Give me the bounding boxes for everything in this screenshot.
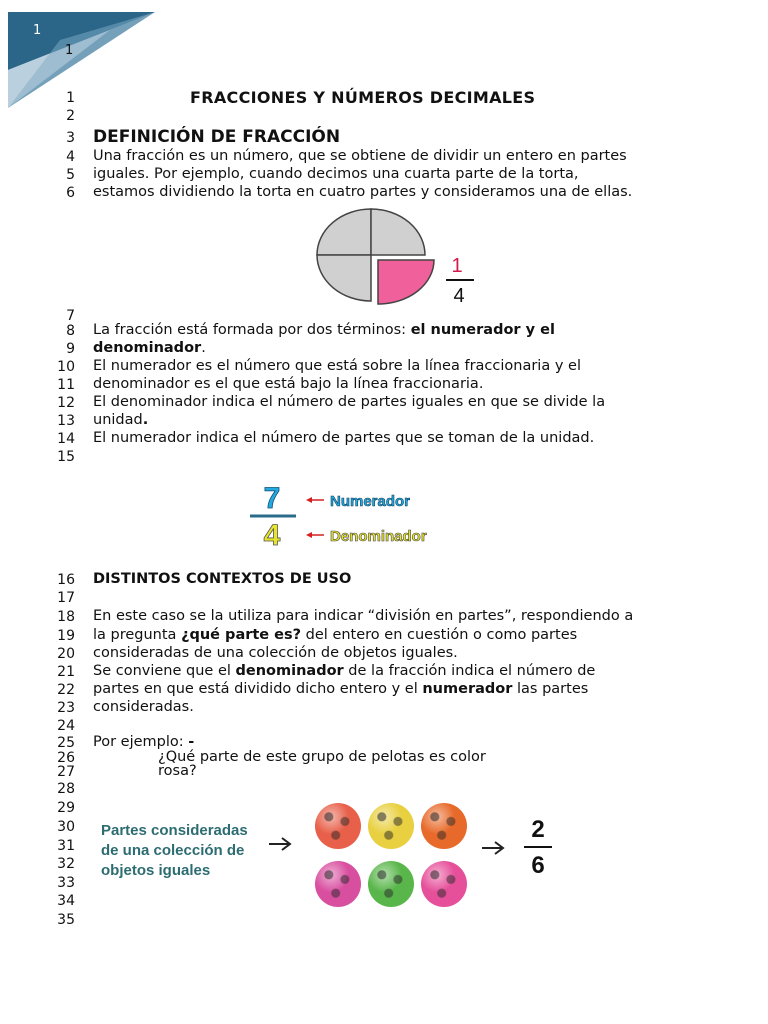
paragraph-line: El denominador indica el número de partes iguales en que se divide la: [93, 394, 606, 410]
paragraph-line: [93, 681, 588, 697]
paragraph-line: consideradas de una colección de objetos iguales.: [93, 645, 458, 661]
text-segment: la pregunta: [93, 627, 182, 643]
line-number: 19: [57, 628, 75, 644]
ball-pink: [421, 861, 467, 907]
line-number: 13: [57, 413, 75, 429]
question-line: rosa?: [158, 763, 197, 779]
text-segment: La fracción está formada por dos términos:: [93, 322, 411, 338]
text-segment: de la fracción indica el número de: [343, 663, 596, 679]
corner-badge-sub: 1: [65, 43, 74, 58]
figure-numerator: 7: [263, 482, 281, 515]
line-number: 3: [66, 130, 75, 146]
fraction-terms-figure: [240, 478, 460, 550]
text-segment: .: [201, 340, 206, 356]
line-number: 11: [57, 377, 75, 393]
line-number: 20: [57, 646, 75, 662]
line-number: 9: [66, 341, 75, 357]
arrow-left-icon: [306, 497, 324, 503]
text-segment: del entero en cuestión o como partes: [301, 627, 578, 643]
denominator-label: Denominador: [330, 528, 427, 545]
page-title: FRACCIONES Y NÚMEROS DECIMALES: [190, 88, 536, 107]
paragraph-line: iguales. Por ejemplo, cuando decimos una cuarta parte de la torta,: [93, 166, 579, 182]
paragraph-line: Una fracción es un número, que se obtiene de dividir un entero en partes: [93, 148, 627, 164]
line-number: 15: [57, 449, 75, 465]
line-number: 32: [57, 856, 75, 872]
line-number: 2: [66, 108, 75, 124]
line-number: 28: [57, 781, 75, 797]
paragraph-line: denominador es el que está bajo la línea fraccionaria.: [93, 376, 484, 392]
balls-fraction-numerator: 2: [531, 816, 545, 843]
ball-green: [368, 861, 414, 907]
line-number: 17: [57, 590, 75, 606]
bold-segment: denominador: [235, 663, 344, 679]
line-number: 14: [57, 431, 75, 447]
text-segment: las partes: [512, 681, 589, 697]
balls-fraction: [518, 815, 558, 881]
line-number: 27: [57, 764, 75, 780]
paragraph-line: [93, 340, 206, 356]
line-number: 12: [57, 395, 75, 411]
arrow-right-icon: [267, 835, 295, 853]
line-number: 16: [57, 572, 75, 588]
line-number: 25: [57, 735, 75, 751]
caption-line: objetos iguales: [101, 862, 211, 879]
bold-segment: numerador: [422, 681, 513, 697]
ball-orange: [421, 803, 467, 849]
ball-yellow: [368, 803, 414, 849]
balls-fraction-denominator: 6: [531, 852, 545, 879]
paragraph-line: [93, 322, 555, 338]
text-segment: Se conviene que el: [93, 663, 236, 679]
ball-pink: [315, 861, 361, 907]
numerator-label: Numerador: [330, 493, 411, 510]
pie-fraction-figure: [310, 205, 490, 310]
line-number: 35: [57, 912, 75, 928]
paragraph-line: En este caso se la utiliza para indicar “división en partes”, respondiendo a: [93, 608, 634, 624]
pie-fraction-denominator: 4: [453, 285, 465, 307]
line-number: 33: [57, 875, 75, 891]
line-number: 5: [66, 167, 75, 183]
text-segment: unidad: [93, 412, 143, 428]
line-number: 7: [66, 308, 75, 324]
ball-orange-red: [315, 803, 361, 849]
section-heading-definition: DEFINICIÓN DE FRACCIÓN: [93, 127, 341, 147]
pie-chart: [317, 209, 434, 304]
paragraph-line: [93, 734, 194, 750]
balls-caption: [101, 821, 248, 881]
bold-segment: -: [188, 734, 195, 750]
text-segment: Por ejemplo:: [93, 734, 189, 750]
line-number: 31: [57, 838, 75, 854]
line-number: 8: [66, 323, 75, 339]
question-line: ¿Qué parte de este grupo de pelotas es color: [158, 749, 486, 765]
pie-fraction-numerator: 1: [451, 255, 463, 277]
bold-segment: ¿qué parte es?: [181, 627, 302, 643]
figure-denominator: 4: [263, 519, 281, 550]
line-number: 4: [66, 149, 75, 165]
paragraph-line: [93, 627, 577, 643]
line-number: 34: [57, 893, 75, 909]
line-number: 26: [57, 750, 75, 766]
bold-segment: el numerador y el: [410, 322, 555, 338]
arrow-right-icon: [480, 839, 508, 857]
caption-line: Partes consideradas: [101, 822, 248, 839]
balls-fraction-figure: [95, 795, 565, 920]
line-number: 30: [57, 819, 75, 835]
corner-decoration: [0, 0, 160, 110]
bold-segment: .: [142, 412, 149, 428]
line-number: 1: [66, 90, 75, 106]
line-number: 6: [66, 185, 75, 201]
bold-segment: denominador: [93, 340, 202, 356]
paragraph-line: consideradas.: [93, 699, 194, 715]
paragraph-line: estamos dividiendo la torta en cuatro partes y consideramos una de ellas.: [93, 184, 633, 200]
line-number: 29: [57, 800, 75, 816]
corner-badge-number: 1: [33, 23, 42, 38]
line-number: 24: [57, 718, 75, 734]
text-segment: partes en que está dividido dicho entero y el: [93, 681, 423, 697]
line-number: 10: [57, 359, 75, 375]
section-heading-contexts: DISTINTOS CONTEXTOS DE USO: [93, 571, 352, 587]
paragraph-line: [93, 412, 148, 428]
line-number: 21: [57, 664, 75, 680]
paragraph-line: [93, 663, 595, 679]
line-number: 18: [57, 609, 75, 625]
arrow-left-icon: [306, 532, 324, 538]
line-number: 22: [57, 682, 75, 698]
paragraph-line: El numerador indica el número de partes que se toman de la unidad.: [93, 430, 595, 446]
caption-line: de una colección de: [101, 842, 245, 859]
line-number: 23: [57, 700, 75, 716]
paragraph-line: El numerador es el número que está sobre la línea fraccionaria y el: [93, 358, 581, 374]
